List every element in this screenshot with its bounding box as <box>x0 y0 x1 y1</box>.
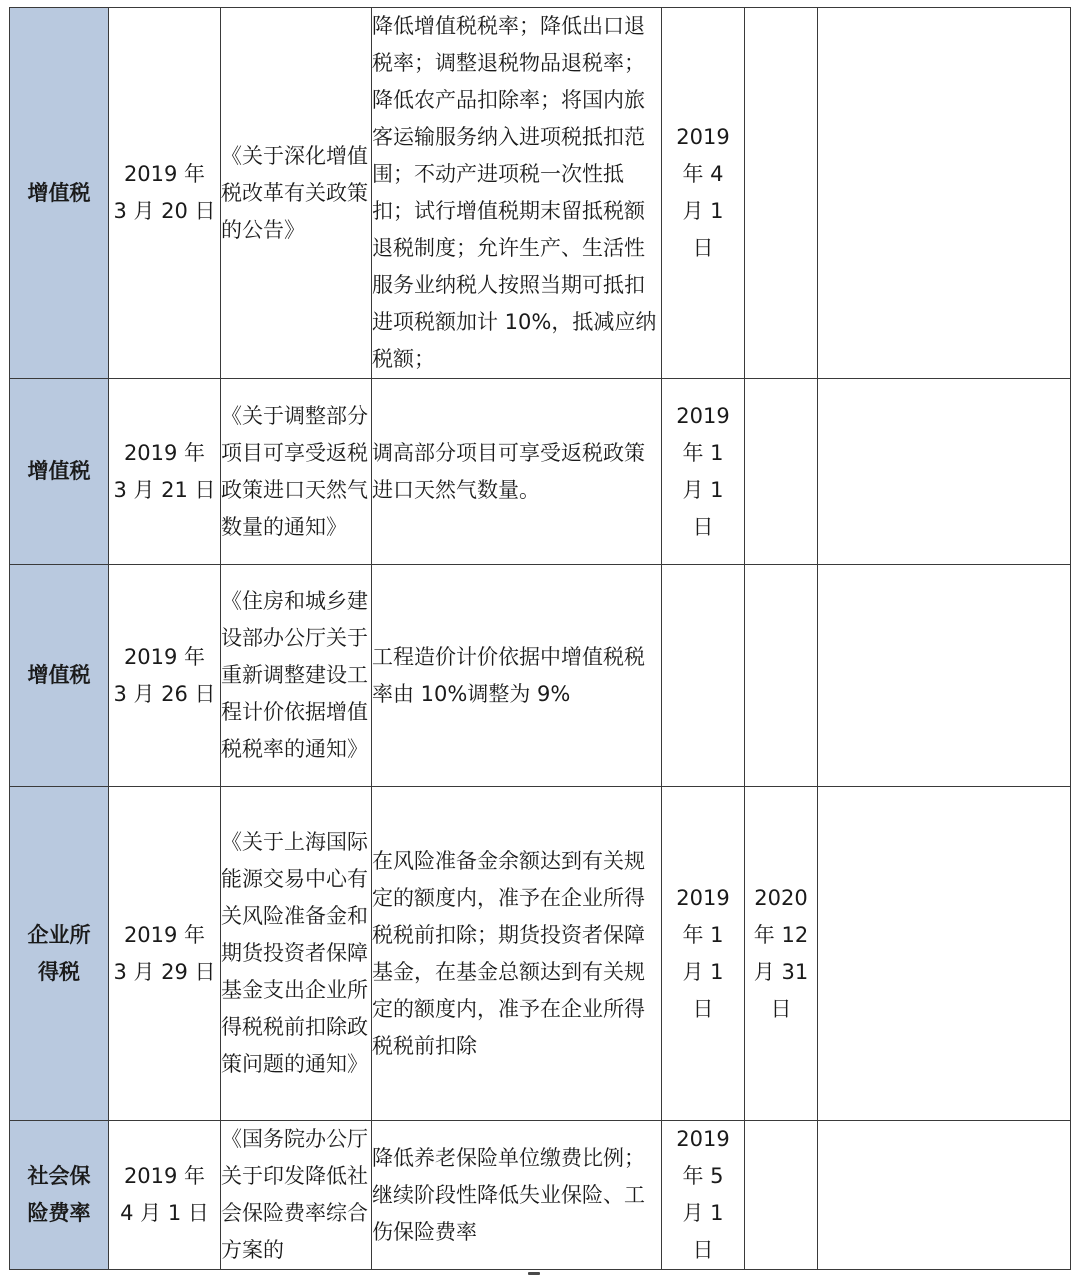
table-row <box>10 8 1071 379</box>
tax-type-cell: 增值税 <box>10 379 109 565</box>
document-cell: 《国务院办公厅关于印发降低社会保险费率综合方案的 <box>221 1121 372 1270</box>
notes-cell <box>818 1121 1071 1270</box>
document-cell: 《关于深化增值税改革有关政策的公告》 <box>221 8 372 379</box>
table-row <box>10 787 1071 1121</box>
content-cell: 降低养老保险单位缴费比例；继续阶段性降低失业保险、工伤保险费率 <box>372 1121 662 1270</box>
tax-type-cell: 企业所得税 <box>10 787 109 1121</box>
content-cell: 工程造价计价依据中增值税税率由 10%调整为 9% <box>372 565 662 787</box>
document-cell: 《关于上海国际能源交易中心有关风险准备金和期货投资者保障基金支出企业所得税税前扣除政策问题的通知》 <box>221 787 372 1121</box>
document-cell: 《关于调整部分项目可享受返税政策进口天然气数量的通知》 <box>221 379 372 565</box>
date-cell: 2019 年 3 月 21 日 <box>109 379 221 565</box>
content-cell: 在风险准备金余额达到有关规定的额度内，准予在企业所得税税前扣除；期货投资者保障基金，在基金总额达到有关规定的额度内，准予在企业所得税税前扣除 <box>372 787 662 1121</box>
start-date-cell: 2019 年 4 月 1 日 <box>662 8 745 379</box>
end-date-cell: 2020 年 12 月 31 日 <box>745 787 818 1121</box>
document-cell: 《住房和城乡建设部办公厅关于重新调整建设工程计价依据增值税税率的通知》 <box>221 565 372 787</box>
notes-cell <box>818 565 1071 787</box>
start-date-cell <box>662 565 745 787</box>
policy-table <box>9 7 1071 1270</box>
table-row <box>10 565 1071 787</box>
start-date-cell: 2019 年 5 月 1 日 <box>662 1121 745 1270</box>
notes-cell <box>818 8 1071 379</box>
date-cell: 2019 年 3 月 29 日 <box>109 787 221 1121</box>
end-date-cell <box>745 8 818 379</box>
date-cell: 2019 年 3 月 20 日 <box>109 8 221 379</box>
tax-type-cell: 增值税 <box>10 8 109 379</box>
start-date-cell: 2019 年 1 月 1 日 <box>662 379 745 565</box>
notes-cell <box>818 787 1071 1121</box>
notes-cell <box>818 379 1071 565</box>
date-cell: 2019 年 4 月 1 日 <box>109 1121 221 1270</box>
end-date-cell <box>745 379 818 565</box>
tax-type-cell: 增值税 <box>10 565 109 787</box>
end-date-cell <box>745 1121 818 1270</box>
end-date-cell <box>745 565 818 787</box>
start-date-cell: 2019 年 1 月 1 日 <box>662 787 745 1121</box>
table-row <box>10 379 1071 565</box>
table-row <box>10 1121 1071 1270</box>
tax-type-cell: 社会保险费率 <box>10 1121 109 1270</box>
date-cell: 2019 年 3 月 26 日 <box>109 565 221 787</box>
page-edge-mark <box>528 1272 540 1275</box>
content-cell: 降低增值税税率；降低出口退税率；调整退税物品退税率；降低农产品扣除率；将国内旅客运输服务纳入进项税抵扣范围；不动产进项税一次性抵扣；试行增值税期末留抵税额退税制度；允许生产、生活性服务业纳税人按照当期可抵扣进项税额加计 10%，抵减应纳税额； <box>372 8 662 379</box>
content-cell: 调高部分项目可享受返税政策进口天然气数量。 <box>372 379 662 565</box>
